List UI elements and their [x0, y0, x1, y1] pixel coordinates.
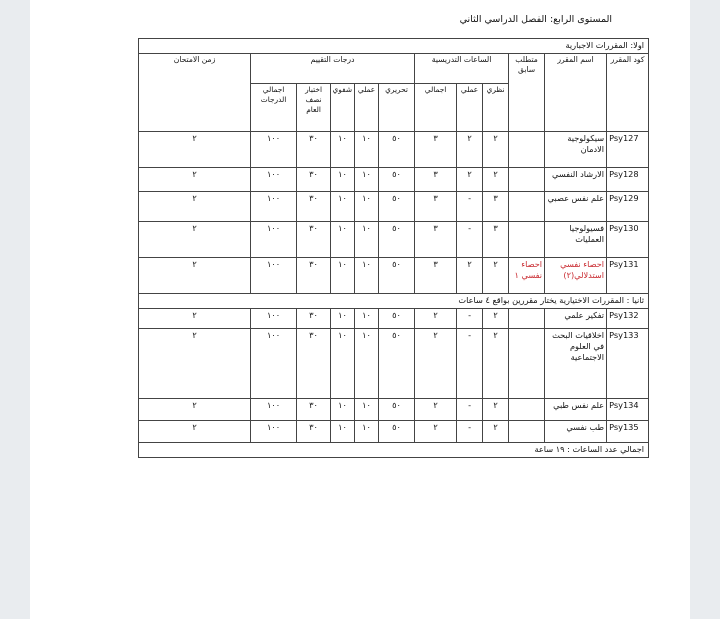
cell-midterm: ٣٠ — [297, 258, 331, 294]
cell-written: ٥٠ — [379, 168, 415, 192]
courses-table — [138, 38, 649, 458]
cell-oral: ١٠ — [331, 132, 355, 168]
total-hours: اجمالي عدد الساعات : ١٩ ساعة — [139, 443, 649, 458]
cell-exam-time: ٢ — [139, 192, 251, 222]
cell-code: Psy133 — [607, 329, 649, 399]
cell-code: Psy127 — [607, 132, 649, 168]
cell-prereq — [509, 222, 545, 258]
cell-code: Psy132 — [607, 309, 649, 329]
cell-name: طب نفسي — [545, 421, 607, 443]
cell-prereq — [509, 329, 545, 399]
cell-theory: ٢ — [483, 132, 509, 168]
cell-written: ٥٠ — [379, 132, 415, 168]
cell-oral: ١٠ — [331, 399, 355, 421]
cell-theory: ٢ — [483, 168, 509, 192]
table-row — [139, 421, 649, 443]
cell-midterm: ٣٠ — [297, 399, 331, 421]
cell-midterm: ٣٠ — [297, 329, 331, 399]
cell-midterm: ٣٠ — [297, 192, 331, 222]
header-name: اسم المقرر — [545, 54, 607, 132]
table-row — [139, 329, 649, 399]
cell-code: Psy130 — [607, 222, 649, 258]
header-midterm: اختبار نصف العام — [297, 84, 331, 132]
cell-grades-total: ١٠٠ — [251, 309, 297, 329]
cell-midterm: ٣٠ — [297, 132, 331, 168]
cell-prereq — [509, 168, 545, 192]
cell-theory: ٢ — [483, 399, 509, 421]
cell-theory: ٢ — [483, 309, 509, 329]
table-row — [139, 192, 649, 222]
cell-prereq — [509, 421, 545, 443]
cell-written: ٥٠ — [379, 192, 415, 222]
cell-hours-total: ٣ — [415, 192, 457, 222]
header-exam-time: زمن الامتحان — [139, 54, 251, 132]
cell-exam-time: ٢ — [139, 399, 251, 421]
cell-written: ٥٠ — [379, 329, 415, 399]
cell-exam-time: ٢ — [139, 309, 251, 329]
table-row — [139, 132, 649, 168]
cell-theory: ٢ — [483, 329, 509, 399]
cell-practical-exam: ١٠ — [355, 132, 379, 168]
cell-practical: ٢ — [457, 258, 483, 294]
cell-hours-total: ٢ — [415, 421, 457, 443]
cell-practical: ٢ — [457, 168, 483, 192]
cell-oral: ١٠ — [331, 168, 355, 192]
cell-practical-exam: ١٠ — [355, 329, 379, 399]
cell-practical: - — [457, 329, 483, 399]
cell-midterm: ٣٠ — [297, 309, 331, 329]
cell-oral: ١٠ — [331, 192, 355, 222]
cell-code: Psy129 — [607, 192, 649, 222]
cell-grades-total: ١٠٠ — [251, 168, 297, 192]
table-row — [139, 258, 649, 294]
header-practical: عملي — [457, 84, 483, 132]
cell-practical-exam: ١٠ — [355, 168, 379, 192]
cell-written: ٥٠ — [379, 309, 415, 329]
cell-code: Psy134 — [607, 399, 649, 421]
cell-practical-exam: ١٠ — [355, 421, 379, 443]
cell-hours-total: ٣ — [415, 258, 457, 294]
table-row — [139, 309, 649, 329]
cell-written: ٥٠ — [379, 399, 415, 421]
cell-name: فسيولوجيا العمليات — [545, 222, 607, 258]
cell-midterm: ٣٠ — [297, 421, 331, 443]
cell-code: Psy135 — [607, 421, 649, 443]
cell-name: الارشاد النفسي — [545, 168, 607, 192]
cell-code: Psy128 — [607, 168, 649, 192]
cell-name: تفكير علمي — [545, 309, 607, 329]
header-practical-exam: عملي — [355, 84, 379, 132]
cell-theory: ٣ — [483, 222, 509, 258]
cell-grades-total: ١٠٠ — [251, 421, 297, 443]
cell-exam-time: ٢ — [139, 329, 251, 399]
cell-grades-total: ١٠٠ — [251, 132, 297, 168]
cell-theory: ٢ — [483, 421, 509, 443]
cell-practical: ٢ — [457, 132, 483, 168]
document-page — [30, 0, 690, 619]
section-elective-title: ثانيا : المقررات الاختيارية يختار مقررين بواقع ٤ ساعات — [139, 294, 649, 309]
cell-prereq — [509, 192, 545, 222]
cell-exam-time: ٢ — [139, 168, 251, 192]
cell-practical: - — [457, 399, 483, 421]
header-written: تحريري — [379, 84, 415, 132]
header-oral: شفوي — [331, 84, 355, 132]
section-mandatory-title: اولا: المقررات الاجبارية — [139, 39, 649, 54]
cell-prereq — [509, 399, 545, 421]
cell-oral: ١٠ — [331, 222, 355, 258]
cell-oral: ١٠ — [331, 309, 355, 329]
cell-grades-total: ١٠٠ — [251, 329, 297, 399]
cell-code: Psy131 — [607, 258, 649, 294]
cell-hours-total: ٣ — [415, 222, 457, 258]
cell-practical: - — [457, 309, 483, 329]
table-row — [139, 399, 649, 421]
cell-grades-total: ١٠٠ — [251, 222, 297, 258]
cell-exam-time: ٢ — [139, 421, 251, 443]
cell-practical-exam: ١٠ — [355, 258, 379, 294]
cell-name: سيكولوجية الادمان — [545, 132, 607, 168]
cell-exam-time: ٢ — [139, 222, 251, 258]
cell-practical-exam: ١٠ — [355, 399, 379, 421]
cell-oral: ١٠ — [331, 258, 355, 294]
cell-name: علم نفس طبي — [545, 399, 607, 421]
header-grades-total: اجمالي الدرجات — [251, 84, 297, 132]
cell-hours-total: ٢ — [415, 399, 457, 421]
cell-name: احصاء نفسي استدلالي(٢) — [545, 258, 607, 294]
cell-theory: ٣ — [483, 192, 509, 222]
cell-practical: - — [457, 192, 483, 222]
cell-name: علم نفس عصبي — [545, 192, 607, 222]
cell-midterm: ٣٠ — [297, 168, 331, 192]
cell-midterm: ٣٠ — [297, 222, 331, 258]
cell-hours-total: ٢ — [415, 329, 457, 399]
cell-name: اخلاقيات البحث في العلوم الاجتماعية — [545, 329, 607, 399]
cell-oral: ١٠ — [331, 421, 355, 443]
table-row — [139, 168, 649, 192]
cell-hours-total: ٣ — [415, 168, 457, 192]
cell-grades-total: ١٠٠ — [251, 399, 297, 421]
table-row — [139, 222, 649, 258]
cell-written: ٥٠ — [379, 421, 415, 443]
cell-prereq — [509, 309, 545, 329]
cell-oral: ١٠ — [331, 329, 355, 399]
cell-prereq — [509, 132, 545, 168]
cell-exam-time: ٢ — [139, 132, 251, 168]
cell-practical-exam: ١٠ — [355, 309, 379, 329]
cell-practical: - — [457, 222, 483, 258]
header-prereq: متطلب سابق — [509, 54, 545, 132]
header-theory: نظري — [483, 84, 509, 132]
cell-exam-time: ٢ — [139, 258, 251, 294]
header-grades-group: درجات التقييم — [251, 54, 415, 84]
header-hours-total: اجمالي — [415, 84, 457, 132]
cell-practical-exam: ١٠ — [355, 222, 379, 258]
cell-written: ٥٠ — [379, 258, 415, 294]
cell-practical: - — [457, 421, 483, 443]
cell-hours-total: ٣ — [415, 132, 457, 168]
header-code: كود المقرر — [607, 54, 649, 132]
cell-prereq: احصاء نفسي ١ — [509, 258, 545, 294]
cell-practical-exam: ١٠ — [355, 192, 379, 222]
cell-grades-total: ١٠٠ — [251, 192, 297, 222]
header-hours-group: الساعات التدريسية — [415, 54, 509, 84]
cell-hours-total: ٢ — [415, 309, 457, 329]
cell-theory: ٢ — [483, 258, 509, 294]
page-title: المستوى الرابع: الفصل الدراسي الثاني — [459, 14, 612, 25]
cell-written: ٥٠ — [379, 222, 415, 258]
cell-grades-total: ١٠٠ — [251, 258, 297, 294]
